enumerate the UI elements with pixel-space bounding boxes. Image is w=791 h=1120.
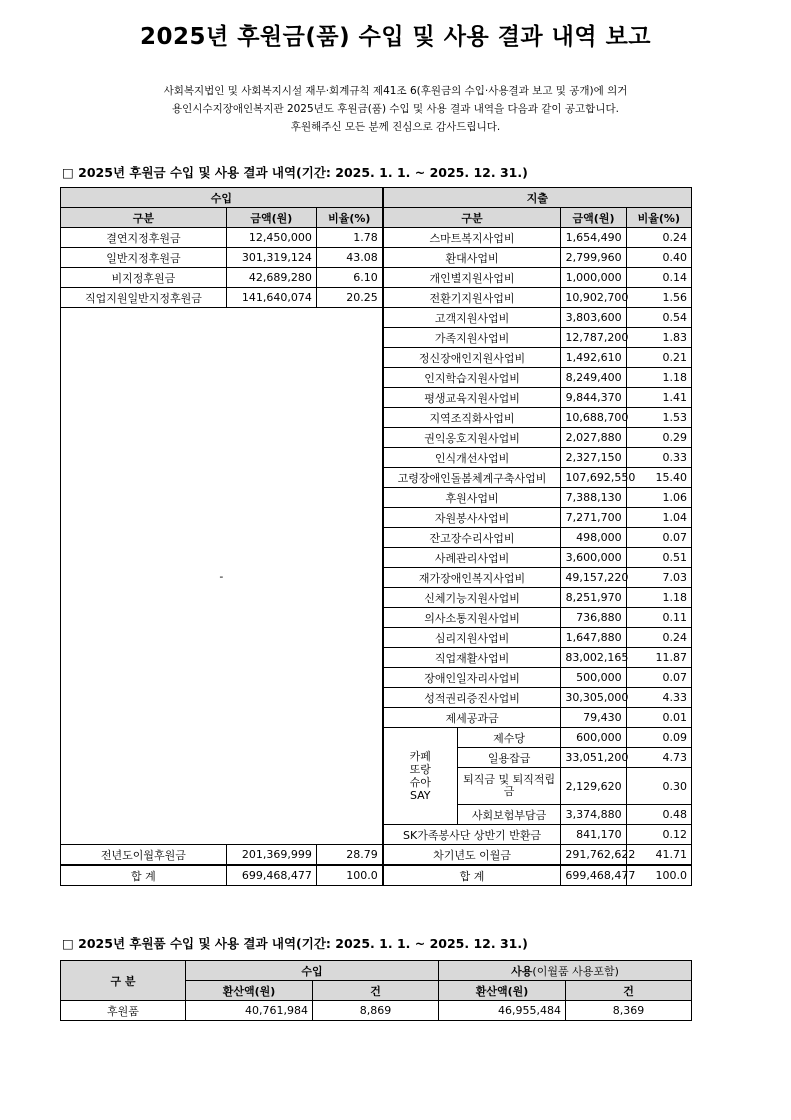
income-name: 직업지원일반지정후원금 [61, 288, 227, 308]
donation-money-table [60, 187, 692, 886]
expense-ratio: 11.87 [626, 648, 691, 668]
expense-name: 가족지원사업비 [383, 328, 561, 348]
goods-income-header: 수입 [186, 961, 439, 981]
expense-name: 자원봉사사업비 [383, 508, 561, 528]
expense-ratio: 0.07 [626, 668, 691, 688]
expense-name: 전환기지원사업비 [383, 288, 561, 308]
intro-text [0, 82, 791, 136]
expense-name: 환대사업비 [383, 248, 561, 268]
expense-amount: 2,327,150 [561, 448, 626, 468]
income-name: 결연지정후원금 [61, 228, 227, 248]
income-total-label: 합 계 [61, 865, 227, 886]
income-total-ratio: 100.0 [316, 865, 382, 886]
expense-col-amount: 금액(원) [561, 208, 626, 228]
carryover-in-name: 전년도이월후원금 [61, 845, 227, 866]
expense-name: 사례관리사업비 [383, 548, 561, 568]
section1-heading: □ 2025년 후원금 수입 및 사용 결과 내역(기간: 2025. 1. 1. ~ 2025. 12. 31.) [62, 165, 528, 180]
table-row [61, 865, 692, 886]
sk-row-ratio: 0.12 [626, 825, 691, 845]
expense-amount: 1,647,880 [561, 628, 626, 648]
expense-amount: 736,880 [561, 608, 626, 628]
expense-name: 개인별지원사업비 [383, 268, 561, 288]
expense-ratio: 0.54 [626, 308, 691, 328]
goods-usage-header [439, 961, 692, 981]
cafe-item-ratio: 0.48 [626, 805, 691, 825]
income-col-category: 구분 [61, 208, 227, 228]
table-row [61, 308, 692, 328]
expense-ratio: 1.18 [626, 368, 691, 388]
expense-name: 고령장애인돌봄체계구축사업비 [383, 468, 561, 488]
expense-name: 권익옹호지원사업비 [383, 428, 561, 448]
expense-ratio: 1.56 [626, 288, 691, 308]
expense-amount: 498,000 [561, 528, 626, 548]
expense-name: 스마트복지사업비 [383, 228, 561, 248]
income-name: 일반지정후원금 [61, 248, 227, 268]
goods-col-category: 구 분 [61, 961, 186, 1001]
table-row [61, 845, 692, 866]
goods-usage-value: 46,955,484 [439, 1001, 566, 1021]
expense-ratio: 0.51 [626, 548, 691, 568]
expense-ratio: 0.07 [626, 528, 691, 548]
cafe-item-ratio: 4.73 [626, 748, 691, 768]
expense-ratio: 1.41 [626, 388, 691, 408]
carryover-in-amount: 201,369,999 [226, 845, 316, 866]
income-ratio: 43.08 [316, 248, 382, 268]
carryover-out-amount: 291,762,622 [561, 845, 626, 866]
table-row [61, 288, 692, 308]
expense-name: 후원사업비 [383, 488, 561, 508]
carryover-in-ratio: 28.79 [316, 845, 382, 866]
expense-name: 인식개선사업비 [383, 448, 561, 468]
income-amount: 12,450,000 [226, 228, 316, 248]
expense-amount: 2,027,880 [561, 428, 626, 448]
expense-ratio: 0.01 [626, 708, 691, 728]
expense-amount: 12,787,200 [561, 328, 626, 348]
expense-ratio: 0.24 [626, 228, 691, 248]
expense-amount: 1,492,610 [561, 348, 626, 368]
expense-amount: 3,600,000 [561, 548, 626, 568]
expense-ratio: 1.18 [626, 588, 691, 608]
income-header: 수입 [61, 188, 383, 208]
expense-amount: 10,902,700 [561, 288, 626, 308]
goods-usage-note: (이월품 사용포함) [532, 964, 619, 978]
income-ratio: 20.25 [316, 288, 382, 308]
income-col-ratio: 비율(%) [316, 208, 382, 228]
table-row [61, 248, 692, 268]
expense-col-ratio: 비율(%) [626, 208, 691, 228]
goods-income-count-col: 건 [313, 981, 439, 1001]
expense-amount: 79,430 [561, 708, 626, 728]
expense-name: 의사소통지원사업비 [383, 608, 561, 628]
expense-amount: 30,305,000 [561, 688, 626, 708]
goods-income-value-col: 환산액(원) [186, 981, 313, 1001]
income-amount: 42,689,280 [226, 268, 316, 288]
cafe-item-name: 일용잡급 [457, 748, 561, 768]
cafe-label-line: 카페 [409, 750, 431, 763]
goods-income-value: 40,761,984 [186, 1001, 313, 1021]
income-name: 비지정후원금 [61, 268, 227, 288]
expense-name: 고객지원사업비 [383, 308, 561, 328]
cafe-item-ratio: 0.09 [626, 728, 691, 748]
cafe-group-label [383, 728, 458, 825]
income-ratio: 6.10 [316, 268, 382, 288]
expense-amount: 7,271,700 [561, 508, 626, 528]
expense-amount: 49,157,220 [561, 568, 626, 588]
goods-usage-count: 8,369 [566, 1001, 692, 1021]
cafe-item-amount: 33,051,200 [561, 748, 626, 768]
cafe-label-line: 또랑 [409, 763, 431, 776]
expense-name: 심리지원사업비 [383, 628, 561, 648]
expense-ratio: 1.53 [626, 408, 691, 428]
expense-ratio: 1.04 [626, 508, 691, 528]
page-title: 2025년 후원금(품) 수입 및 사용 결과 내역 보고 [139, 24, 652, 50]
expense-name: 지역조직화사업비 [383, 408, 561, 428]
income-total-amount: 699,468,477 [226, 865, 316, 886]
goods-income-count: 8,869 [313, 1001, 439, 1021]
expense-ratio: 0.21 [626, 348, 691, 368]
section2-heading: □ 2025년 후원품 수입 및 사용 결과 내역(기간: 2025. 1. 1. ~ 2025. 12. 31.) [62, 936, 528, 951]
expense-name: 재가장애인복지사업비 [383, 568, 561, 588]
goods-usage-label: 사용 [511, 964, 533, 978]
expense-ratio: 0.29 [626, 428, 691, 448]
expense-name: 잔고장수리사업비 [383, 528, 561, 548]
expense-ratio: 1.06 [626, 488, 691, 508]
income-blank-cell: - [61, 308, 383, 845]
intro-line-3: 후원해주신 모든 분께 진심으로 감사드립니다. [290, 121, 501, 133]
cafe-item-amount: 2,129,620 [561, 768, 626, 805]
cafe-item-name: 사회보험부담금 [457, 805, 561, 825]
expense-amount: 10,688,700 [561, 408, 626, 428]
cafe-item-amount: 3,374,880 [561, 805, 626, 825]
expense-amount: 7,388,130 [561, 488, 626, 508]
intro-line-2: 용인시수지장애인복지관 2025년도 후원금(품) 수입 및 사용 결과 내역을 다음과 같이 공고합니다. [172, 103, 619, 115]
sk-row-name: SK가족봉사단 상반기 반환금 [383, 825, 561, 845]
expense-amount: 3,803,600 [561, 308, 626, 328]
cafe-label-line: SAY [409, 789, 431, 802]
expense-ratio: 0.24 [626, 628, 691, 648]
expense-amount: 8,251,970 [561, 588, 626, 608]
table-row [61, 268, 692, 288]
expense-name: 장애인일자리사업비 [383, 668, 561, 688]
expense-ratio: 7.03 [626, 568, 691, 588]
expense-amount: 500,000 [561, 668, 626, 688]
expense-total-label: 합 계 [383, 865, 561, 886]
cafe-item-ratio: 0.30 [626, 768, 691, 805]
expense-name: 인지학습지원사업비 [383, 368, 561, 388]
expense-total-amount: 699,468,477 [561, 865, 626, 886]
cafe-item-name: 퇴직금 및 퇴직적립금 [457, 768, 561, 805]
expense-amount: 2,799,960 [561, 248, 626, 268]
expense-col-category: 구분 [383, 208, 561, 228]
carryover-out-name: 차기년도 이월금 [383, 845, 561, 866]
cafe-item-name: 제수당 [457, 728, 561, 748]
expense-name: 정신장애인지원사업비 [383, 348, 561, 368]
expense-amount: 1,000,000 [561, 268, 626, 288]
income-col-amount: 금액(원) [226, 208, 316, 228]
expense-name: 성적권리증진사업비 [383, 688, 561, 708]
expense-ratio: 0.14 [626, 268, 691, 288]
expense-ratio: 15.40 [626, 468, 691, 488]
expense-ratio: 0.33 [626, 448, 691, 468]
intro-line-1: 사회복지법인 및 사회복지시설 재무·회계규칙 제41조 6(후원금의 수입·사용결과 보고 및 공개)에 의거 [163, 85, 628, 97]
income-amount: 141,640,074 [226, 288, 316, 308]
expense-amount: 9,844,370 [561, 388, 626, 408]
expense-name: 직업재활사업비 [383, 648, 561, 668]
expense-amount: 83,002,165 [561, 648, 626, 668]
expense-header: 지출 [383, 188, 692, 208]
goods-usage-count-col: 건 [566, 981, 692, 1001]
expense-name: 평생교육지원사업비 [383, 388, 561, 408]
expense-ratio: 0.11 [626, 608, 691, 628]
expense-amount: 8,249,400 [561, 368, 626, 388]
expense-amount: 107,692,550 [561, 468, 626, 488]
expense-ratio: 1.83 [626, 328, 691, 348]
income-ratio: 1.78 [316, 228, 382, 248]
expense-amount: 1,654,490 [561, 228, 626, 248]
goods-usage-value-col: 환산액(원) [439, 981, 566, 1001]
goods-row-name: 후원품 [61, 1001, 186, 1021]
cafe-label-line: 슈아 [409, 776, 431, 789]
expense-name: 제세공과금 [383, 708, 561, 728]
table-row [61, 228, 692, 248]
expense-total-ratio: 100.0 [626, 865, 691, 886]
cafe-item-amount: 600,000 [561, 728, 626, 748]
expense-ratio: 4.33 [626, 688, 691, 708]
donation-goods-table [60, 960, 692, 1021]
sk-row-amount: 841,170 [561, 825, 626, 845]
income-amount: 301,319,124 [226, 248, 316, 268]
expense-ratio: 0.40 [626, 248, 691, 268]
expense-name: 신체기능지원사업비 [383, 588, 561, 608]
carryover-out-ratio: 41.71 [626, 845, 691, 866]
